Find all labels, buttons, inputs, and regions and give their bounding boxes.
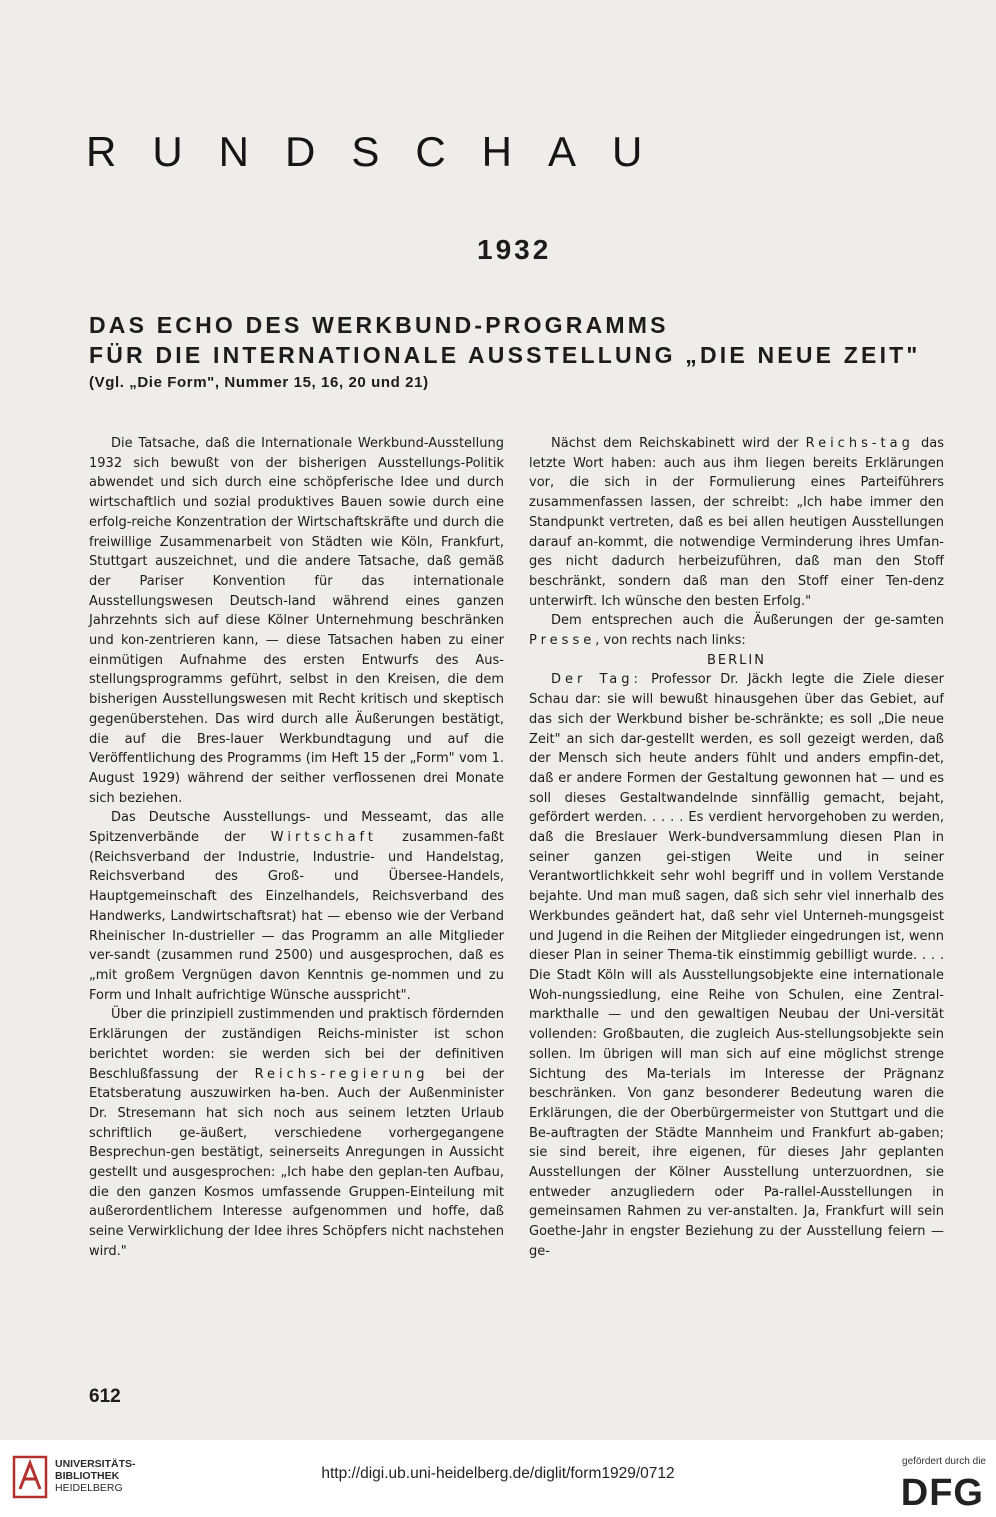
text-run: Das Deutsche Ausstellungs- und Messeamt, das alle Spitzenverbände der: [89, 810, 504, 846]
emphasis-text: Wirtschaft: [270, 830, 377, 846]
dfg-logo: DFG: [900, 1472, 984, 1514]
emphasis-text: Reichs-regierung: [254, 1066, 429, 1082]
subheadline: (Vgl. „Die Form", Nummer 15, 16, 20 und 21): [89, 374, 429, 391]
section-heading-berlin: BERLIN: [707, 652, 766, 668]
headline-line-2: FÜR DIE INTERNATIONALE AUSSTELLUNG „DIE NEUE ZEIT": [89, 342, 921, 368]
emphasis-text: Reichs-tag: [805, 436, 914, 451]
text-run: Professor Dr. Jäckh legte die Ziele dieser Schau dar: sie will bewußt hinausgehen über das Gebiet, auf das sich der Werkbund bisher be-schränkte; es soll „Die neue Zeit" an sich dar-gestellt werden, es soll gezeigt werden, daß der Mensch sich heute anders fühlt und anders empfin-det, daß er andere Formen der Gestaltung gewonnen hat — und es soll dieses Gestaltwandelnde sinnfällig gemacht, bejaht, gefördert werden. . . . . Es verdient hervorgehoben zu werden, daß die Breslauer Werk-bundversammlung diesen Plan in seiner ganzen gei-stigen Weite und in seiner Verantwortlichkkeit sehr wohl begriff und in vollem Verstande bejahte. Und man muß sagen, daß sich sehr viel innerhalb des Werkbundes geändert hat, daß sehr viel Unterneh-mungsgeist und Jugend in die Reihen der Mitglieder eingedrungen ist, wenn dieser Plan in seiner Thema-tik einstimmig gebilligt wurde. . . . Die Stadt Köln will als Ausstellungsobjekte eine internationale Woh-nungssiedlung, eine Reihe von Schulen, eine Zentral-markthalle — und den gewaltigen Neubau der Uni-versität vollenden: Großbauten, die zugleich Aus-stellungsobjekte sein sollen. Im übrigen will man sich auf eine möglichst strenge Sichtung des Ma-terials im Interesse der Prägnanz beschränken. Von ganz besonderer Bedeutung waren die Erklärungen, die der Oberbürgermeister von Stuttgart und die Be-auftragten der Städte Mannheim und Frankfurt ab-gaben; sie sind bereit, ihre eigenen, für dieses Jahr geplanten Ausstellungen der Kölner Ausstellung unterzuordnen, sie entweder anzugliedern oder Pa-rallel-Ausstellungen in gemeinsamen Rahmen zu ver-anstalten. Ja, Frankfurt will sein Goethe-Jahr in engster Beziehung zu der Ausstellung feiern — ge-: [529, 672, 944, 1259]
library-name-line-2: BIBLIOTHEK: [55, 1470, 120, 1482]
section-title: RUNDSCHAU: [86, 128, 679, 175]
text-run: das letzte Wort haben: auch aus ihm liegen bereits Erklärungen vor, die sich in der Formulierung eines Parteiführers zusammenfassen lassen, der schreibt: „Ich habe immer den Standpunkt vertreten, daß es bei allen heutigen Ausstellungen darauf an-kommt, die notwendige Verminderung ihres Umfan-ges nicht dadurch herbeizuführen, daß man den Stoff beschränkt, sondern daß man den Stoff einer Ten-denz unterwirft. Ich wünsche den besten Erfolg.": [529, 436, 945, 609]
funder-text: gefördert durch die: [902, 1456, 986, 1467]
right-paragraph-3: [529, 670, 944, 1261]
text-run: Dem entsprechen auch die Äußerungen der ge-samten: [551, 613, 944, 629]
left-paragraph-2: [89, 808, 504, 1005]
library-name-line-1: UNIVERSITÄTS-: [55, 1458, 136, 1470]
right-column: [529, 434, 944, 1262]
source-url-link[interactable]: http://digi.ub.uni-heidelberg.de/diglit/form1929/0712: [321, 1465, 675, 1482]
text-run: Nächst dem Reichskabinett wird der: [551, 436, 806, 451]
text-run: Über die prinzipiell zustimmenden und praktisch fördernden Erklärungen der zuständigen Reichs-minister ist schon berichtet worden: sie werden sich bei der definitiven Beschlußfassung der: [89, 1007, 504, 1082]
emphasis-text: Presse: [529, 633, 596, 649]
left-column: [89, 434, 504, 1262]
headline-line-1: DAS ECHO DES WERKBUND-PROGRAMMS: [89, 312, 669, 338]
left-paragraph-3: [89, 1005, 504, 1261]
newspaper-name: Der Tag:: [551, 672, 642, 688]
left-paragraph-1: Die Tatsache, daß die Internationale Werkbund-Ausstellung 1932 sich bewußt von der bisherigen Ausstellungs-Politik abwendet und sich durch eine schöpferische Idee und durch wirtschaftlich und sozial produktives Bauen sowie durch eine erfolg-reiche Konzentration der Wirtschaftskräfte und durch die freiwillige Zusammenarbeit von Städten wie Köln, Frankfurt, Stuttgart auszeichnet, und die andere Tatsache, daß gemäß der Pariser Konvention für das internationale Ausstellungswesen Deutsch-land während eines ganzen Jahrzehnts sich auf diese Kölner Unternehmung beschränken und kon-zentrieren kann, — diese Tatsachen haben zu einer einmütigen Aufnahme des ersten Entwurfs des Aus-stellungsprogramms geführt, selbst in den Kreisen, die dem bisherigen Ausstellungswesen mit Recht kritisch und skeptisch gegenüberstehen. Das wird durch alle Äußerungen bestätigt, die auf die Bres-lauer Werkbundtagung und auf die Veröffentlichung des Programms (im Heft 15 der „Form" vom 1. August 1929) während der seither verflossenen drei Monate sich beziehen.: [89, 436, 504, 806]
page-number: 612: [89, 1386, 121, 1407]
text-run: , von rechts nach links:: [595, 633, 746, 649]
right-paragraph-1: [529, 434, 944, 611]
text-run: zusammen-faßt (Reichsverband der Industrie, Industrie- und Handelstag, Reichsverband des Groß- und Übersee-Handels, Hauptgemeinschaft des Einzelhandels, Reichsverband des Handwerks, Landwirtschaftsrat) hat — ebenso wie der Verband Rheinischer In-dustrieller — das Programm an alle Mitglieder ver-sandt (zusammen rund 2500) und ausgesprochen, daß es „mit großem Vergnügen davon Kenntnis ge-nommen und zu Form und Inhalt aufrichtige Wünsche ausspricht".: [89, 830, 504, 1003]
year-heading: 1932: [477, 234, 552, 265]
text-run: bei der Etatsberatung auszuwirken ha-ben. Auch der Außenminister Dr. Stresemann hat sich noch aus seinem letzten Urlaub schriftlich ge-äußert, verschiedene vorhergegangene Besprechun-gen bestätigt, seinerseits Anregungen in Aussicht gestellt und ausgesprochen: „Ich habe den geplan-ten Aufbau, die den ganzen Kosmos umfassende Gruppen-Einteilung mit außerordentlichem Interesse aufgenommen und hoffe, daß seine Verwirklichung der Idee ihres Schöpfers nicht nachstehen wird.": [89, 1066, 504, 1259]
library-name-line-3: HEIDELBERG: [55, 1482, 123, 1494]
right-paragraph-2: [529, 611, 944, 650]
